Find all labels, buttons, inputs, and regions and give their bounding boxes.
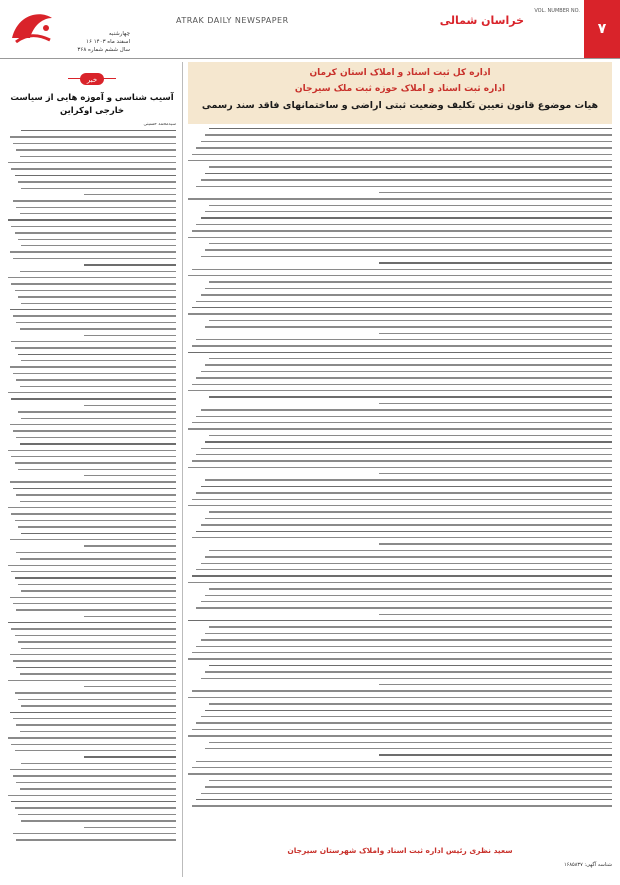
text-line xyxy=(188,658,612,659)
text-line xyxy=(205,748,612,749)
text-line xyxy=(13,258,176,259)
text-line xyxy=(192,422,612,423)
text-line xyxy=(379,614,612,615)
text-line xyxy=(10,251,176,252)
text-line xyxy=(13,603,176,604)
text-line xyxy=(11,226,176,227)
text-line xyxy=(205,326,612,327)
text-line xyxy=(18,526,176,527)
text-line xyxy=(10,366,176,367)
newspaper-logo-icon xyxy=(6,4,58,52)
text-line xyxy=(84,335,176,336)
text-line xyxy=(15,290,176,291)
text-line xyxy=(201,486,612,487)
text-line xyxy=(196,569,612,570)
header-divider xyxy=(0,58,620,59)
text-line xyxy=(209,703,612,704)
text-line xyxy=(8,565,176,566)
notice-id: شناسه آگهی: ۱۶۸۵۸۳۷ xyxy=(563,862,612,868)
text-line xyxy=(192,230,612,231)
text-line xyxy=(196,646,612,647)
issue-number: سال ششم شماره ۳۶۸ xyxy=(77,47,130,53)
text-line xyxy=(188,735,612,736)
text-line xyxy=(10,654,176,655)
text-line xyxy=(8,795,176,796)
text-line xyxy=(15,692,176,693)
text-line xyxy=(201,179,612,180)
text-line xyxy=(15,462,176,463)
text-line xyxy=(16,207,176,208)
weekday: چهارشنبه xyxy=(108,31,130,37)
text-line xyxy=(192,499,612,500)
text-line xyxy=(188,428,612,429)
text-line xyxy=(379,684,612,685)
text-line xyxy=(20,558,176,559)
text-line xyxy=(188,697,612,698)
text-line xyxy=(379,754,612,755)
text-line xyxy=(13,430,176,431)
text-line xyxy=(192,537,612,538)
text-line xyxy=(379,262,612,263)
text-line xyxy=(205,173,612,174)
text-line xyxy=(205,479,612,480)
text-line xyxy=(15,807,176,808)
text-line xyxy=(18,814,176,815)
text-line xyxy=(16,494,176,495)
text-line xyxy=(196,492,612,493)
text-line xyxy=(21,533,176,534)
text-line xyxy=(188,505,612,506)
text-line xyxy=(205,671,612,672)
text-line xyxy=(209,320,612,321)
text-line xyxy=(192,345,612,346)
text-line xyxy=(13,373,176,374)
text-line xyxy=(196,799,612,800)
text-line xyxy=(11,168,176,169)
text-line xyxy=(201,563,612,564)
article-title xyxy=(8,92,176,118)
title-line: آسیب شناسی و آموزه هایی از سیاست xyxy=(10,93,174,103)
signature: سعید نظری رئیس اداره ثبت اسناد واملاک شهرستان سیرجان xyxy=(287,846,513,855)
text-line xyxy=(20,156,176,157)
text-line xyxy=(8,162,176,163)
text-line xyxy=(84,475,176,476)
text-line xyxy=(188,620,612,621)
text-line xyxy=(188,198,612,199)
text-line xyxy=(196,761,612,762)
text-line xyxy=(15,347,176,348)
text-line xyxy=(18,699,176,700)
text-line xyxy=(84,264,176,265)
text-line xyxy=(379,403,612,404)
notice-footer xyxy=(188,838,612,860)
text-line xyxy=(205,595,612,596)
text-line xyxy=(11,513,176,514)
text-line xyxy=(209,626,612,627)
text-line xyxy=(8,507,176,508)
text-line xyxy=(192,384,612,385)
text-line xyxy=(209,742,612,743)
text-line xyxy=(13,660,176,661)
emblem-label: خبر xyxy=(86,76,98,84)
text-line xyxy=(15,232,176,233)
text-line xyxy=(84,194,176,195)
text-line xyxy=(196,454,612,455)
text-line xyxy=(188,390,612,391)
masthead xyxy=(0,0,620,58)
text-line xyxy=(379,473,612,474)
text-line xyxy=(188,467,612,468)
notice-header xyxy=(188,62,612,124)
text-line xyxy=(192,652,612,653)
text-line xyxy=(209,588,612,589)
text-line xyxy=(209,128,612,129)
daily-label: ATRAK DAILY NEWSPAPER xyxy=(176,16,289,25)
text-line xyxy=(196,416,612,417)
text-line xyxy=(379,192,612,193)
text-line xyxy=(188,352,612,353)
text-line xyxy=(11,456,176,457)
text-line xyxy=(20,443,176,444)
text-line xyxy=(13,718,176,719)
text-line xyxy=(201,678,612,679)
text-line xyxy=(15,520,176,521)
text-line xyxy=(11,283,176,284)
text-line xyxy=(18,181,176,182)
text-line xyxy=(21,418,176,419)
text-line xyxy=(188,275,612,276)
text-line xyxy=(21,188,176,189)
text-line xyxy=(209,166,612,167)
text-line xyxy=(10,769,176,770)
text-line xyxy=(209,435,612,436)
text-line xyxy=(11,571,176,572)
text-line xyxy=(196,147,612,148)
text-line xyxy=(196,722,612,723)
text-line xyxy=(10,481,176,482)
text-line xyxy=(192,575,612,576)
text-line xyxy=(209,665,612,666)
text-line xyxy=(8,219,176,220)
text-line xyxy=(209,511,612,512)
text-line xyxy=(16,322,176,323)
text-line xyxy=(20,788,176,789)
text-line xyxy=(11,341,176,342)
text-line xyxy=(13,833,176,834)
text-line xyxy=(21,130,176,131)
text-line xyxy=(205,786,612,787)
text-line xyxy=(10,597,176,598)
notice-heading: اداره کل ثبت اسناد و املاک استان کرمان xyxy=(309,68,491,78)
issue-date: ۱۶ اسفند ماه ۱۴۰۳ xyxy=(86,39,130,45)
text-line xyxy=(15,750,176,751)
text-line xyxy=(205,633,612,634)
text-line xyxy=(196,301,612,302)
text-line xyxy=(196,531,612,532)
text-line xyxy=(21,360,176,361)
text-line xyxy=(20,271,176,272)
text-line xyxy=(379,543,612,544)
column-separator xyxy=(182,62,183,877)
text-line xyxy=(209,550,612,551)
text-line xyxy=(18,584,176,585)
text-line xyxy=(192,767,612,768)
text-line xyxy=(20,673,176,674)
text-line xyxy=(16,552,176,553)
text-line xyxy=(192,154,612,155)
text-line xyxy=(21,648,176,649)
text-line xyxy=(209,358,612,359)
text-line xyxy=(8,450,176,451)
text-line xyxy=(18,641,176,642)
text-line xyxy=(201,371,612,372)
notice-body xyxy=(188,128,612,828)
text-line xyxy=(8,680,176,681)
notice-heading: اداره ثبت اسناد و املاک حوزه ثبت ملک سیرجان xyxy=(294,84,506,94)
title-line: خارجی اوکراین xyxy=(59,106,125,116)
text-line xyxy=(205,441,612,442)
text-line xyxy=(205,211,612,212)
text-line xyxy=(205,518,612,519)
text-line xyxy=(18,296,176,297)
text-line xyxy=(16,609,176,610)
text-line xyxy=(18,354,176,355)
text-line xyxy=(201,793,612,794)
text-line xyxy=(15,577,176,578)
text-line xyxy=(13,200,176,201)
page-number: ۷ xyxy=(584,0,620,58)
text-line xyxy=(13,143,176,144)
text-line xyxy=(10,539,176,540)
text-line xyxy=(196,339,612,340)
text-line xyxy=(10,309,176,310)
left-article xyxy=(8,62,176,877)
text-line xyxy=(8,277,176,278)
text-line xyxy=(192,729,612,730)
text-line xyxy=(16,379,176,380)
text-line xyxy=(205,710,612,711)
text-line xyxy=(84,405,176,406)
news-emblem-icon xyxy=(68,72,116,86)
text-line xyxy=(11,398,176,399)
text-line xyxy=(201,601,612,602)
text-line xyxy=(20,731,176,732)
text-line xyxy=(21,303,176,304)
text-line xyxy=(188,313,612,314)
text-line xyxy=(21,820,176,821)
text-line xyxy=(209,780,612,781)
text-line xyxy=(192,269,612,270)
text-line xyxy=(192,690,612,691)
text-line xyxy=(15,635,176,636)
text-line xyxy=(10,712,176,713)
author: سیدمحمد حسینی xyxy=(143,122,176,127)
text-line xyxy=(188,773,612,774)
date-block xyxy=(70,30,130,54)
text-line xyxy=(201,524,612,525)
text-line xyxy=(196,224,612,225)
text-line xyxy=(18,239,176,240)
text-line xyxy=(8,737,176,738)
text-line xyxy=(21,590,176,591)
text-line xyxy=(11,628,176,629)
text-line xyxy=(21,705,176,706)
text-line xyxy=(13,775,176,776)
text-line xyxy=(196,607,612,608)
text-line xyxy=(21,245,176,246)
text-line xyxy=(201,294,612,295)
text-line xyxy=(205,249,612,250)
text-line xyxy=(21,763,176,764)
text-line xyxy=(192,307,612,308)
text-line xyxy=(196,377,612,378)
article-body xyxy=(8,130,176,875)
text-line xyxy=(209,396,612,397)
text-line xyxy=(16,782,176,783)
notice-heading: هیات موضوع قانون تعیین تکلیف وضعیت ثبتی اراضی و ساختمانهای فاقد سند رسمی xyxy=(201,100,599,111)
text-line xyxy=(15,175,176,176)
text-line xyxy=(20,386,176,387)
text-line xyxy=(16,724,176,725)
section-name: خراسان شمالی xyxy=(439,14,524,27)
text-line xyxy=(84,827,176,828)
text-line xyxy=(84,616,176,617)
text-line xyxy=(205,364,612,365)
text-line xyxy=(201,448,612,449)
text-line xyxy=(205,288,612,289)
text-line xyxy=(201,639,612,640)
text-line xyxy=(13,315,176,316)
text-line xyxy=(196,186,612,187)
text-line xyxy=(188,160,612,161)
text-line xyxy=(188,237,612,238)
text-line xyxy=(192,460,612,461)
text-line xyxy=(18,469,176,470)
text-line xyxy=(201,217,612,218)
text-line xyxy=(188,582,612,583)
text-line xyxy=(16,149,176,150)
text-line xyxy=(84,686,176,687)
text-line xyxy=(8,622,176,623)
text-line xyxy=(201,409,612,410)
text-line xyxy=(13,488,176,489)
text-line xyxy=(205,556,612,557)
text-line xyxy=(209,281,612,282)
text-line xyxy=(16,437,176,438)
volume-info: VOL. NUMBER NO. xyxy=(534,8,580,14)
text-line xyxy=(201,716,612,717)
text-line xyxy=(379,333,612,334)
text-line xyxy=(192,805,612,806)
text-line xyxy=(20,328,176,329)
text-line xyxy=(10,136,176,137)
text-line xyxy=(205,134,612,135)
text-line xyxy=(16,667,176,668)
text-line xyxy=(8,392,176,393)
text-line xyxy=(11,801,176,802)
text-line xyxy=(201,256,612,257)
legal-notice xyxy=(188,62,612,877)
text-line xyxy=(209,205,612,206)
text-line xyxy=(20,501,176,502)
text-line xyxy=(84,756,176,757)
text-line xyxy=(11,744,176,745)
text-line xyxy=(209,243,612,244)
text-line xyxy=(20,213,176,214)
text-line xyxy=(10,424,176,425)
text-line xyxy=(201,141,612,142)
text-line xyxy=(16,839,176,840)
text-line xyxy=(18,411,176,412)
text-line xyxy=(84,545,176,546)
